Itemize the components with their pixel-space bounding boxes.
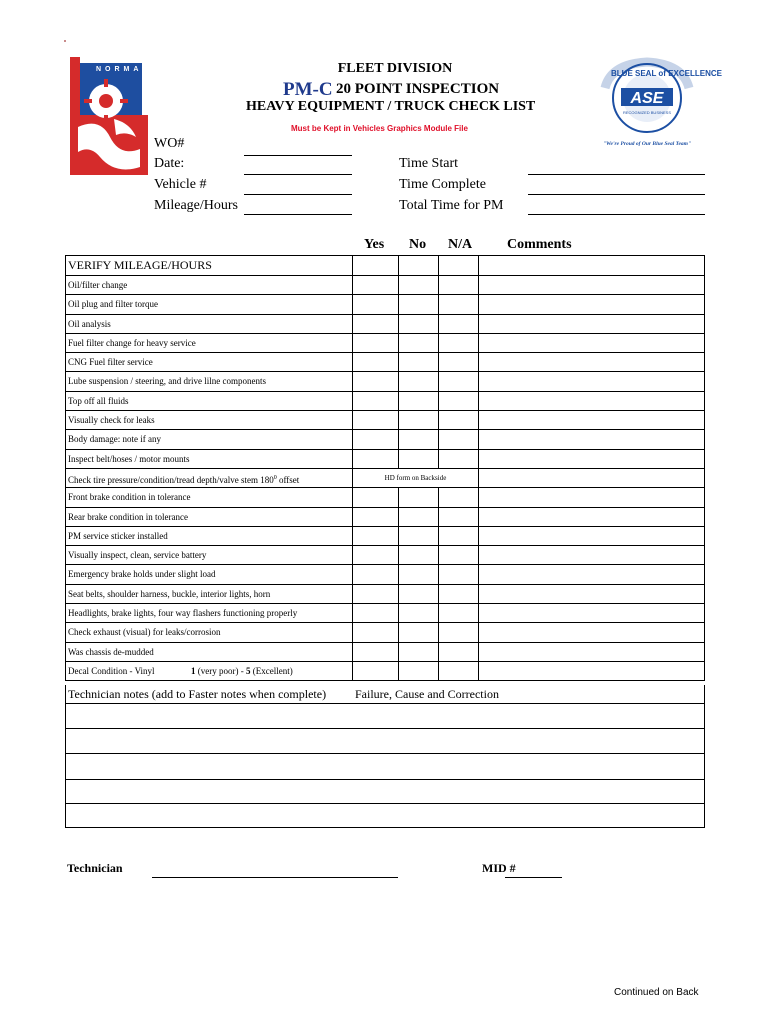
yes-cell[interactable]: [353, 565, 399, 583]
ase-blue-seal-logo: [591, 58, 722, 153]
table-row: [66, 526, 704, 545]
notes-line[interactable]: [66, 803, 704, 804]
mileage-label: Mileage/Hours: [154, 198, 238, 213]
comments-cell[interactable]: [479, 643, 704, 661]
yes-cell[interactable]: [353, 372, 399, 390]
table-row: [66, 275, 704, 294]
stray-mark: [64, 40, 66, 42]
no-cell[interactable]: [399, 295, 439, 313]
total-time-field[interactable]: [528, 214, 705, 215]
table-row: [66, 352, 704, 371]
yes-cell[interactable]: [353, 527, 399, 545]
no-cell[interactable]: [399, 662, 439, 680]
yes-cell[interactable]: [353, 276, 399, 294]
yes-cell[interactable]: [353, 604, 399, 622]
notes-line[interactable]: [66, 728, 704, 729]
item-label: PM service sticker installed: [66, 527, 353, 545]
tire-label-text: Check tire pressure/condition/tread depth/valve stem 180: [68, 474, 274, 485]
na-cell[interactable]: [439, 392, 479, 410]
table-row: [66, 429, 704, 448]
table-row: [66, 449, 704, 468]
item-label: VERIFY MILEAGE/HOURS: [66, 256, 353, 275]
date-label: Date:: [154, 156, 185, 171]
na-cell[interactable]: [439, 315, 479, 333]
table-row: [66, 468, 704, 487]
comments-cell[interactable]: [479, 488, 704, 506]
time-complete-field[interactable]: [528, 194, 705, 195]
notes-section: [65, 685, 705, 828]
comments-cell[interactable]: [479, 508, 704, 526]
failure-cause-label: Failure, Cause and Correction: [355, 687, 499, 701]
notes-line[interactable]: [66, 703, 704, 704]
table-row: [66, 391, 704, 410]
table-row: [66, 622, 704, 641]
na-cell[interactable]: [439, 546, 479, 564]
tire-label-suffix: offset: [276, 474, 300, 485]
na-cell[interactable]: [439, 334, 479, 352]
yes-cell[interactable]: [353, 392, 399, 410]
decal-low-text: (very poor) -: [195, 665, 246, 676]
yes-cell[interactable]: [353, 546, 399, 564]
item-label: Oil plug and filter torque: [66, 295, 353, 313]
time-start-label: Time Start: [399, 156, 458, 171]
yes-cell[interactable]: [353, 334, 399, 352]
na-cell[interactable]: [439, 450, 479, 468]
table-row: [66, 507, 704, 526]
item-label: Rear brake condition in tolerance: [66, 508, 353, 526]
no-cell[interactable]: [399, 450, 439, 468]
decal-scale: [191, 662, 293, 680]
col-comments: Comments: [507, 237, 572, 252]
table-row: [66, 584, 704, 603]
item-label: Lube suspension / steering, and drive lilne components: [66, 372, 353, 390]
na-cell[interactable]: [439, 623, 479, 641]
item-label: Check exhaust (visual) for leaks/corrosion: [66, 623, 353, 641]
na-cell[interactable]: [439, 430, 479, 448]
yes-cell[interactable]: [353, 662, 399, 680]
yes-cell[interactable]: [353, 295, 399, 313]
time-start-field[interactable]: [528, 174, 705, 175]
table-row: [66, 256, 704, 275]
technician-label: Technician: [67, 861, 123, 875]
mid-label: MID #: [482, 861, 516, 875]
item-label: Oil/filter change: [66, 276, 353, 294]
notes-line[interactable]: [66, 753, 704, 754]
na-cell[interactable]: [439, 662, 479, 680]
item-label: Front brake condition in tolerance: [66, 488, 353, 506]
item-label: Seat belts, shoulder harness, buckle, interior lights, horn: [66, 585, 353, 603]
inspection-title: 20 POINT INSPECTION: [336, 81, 500, 97]
no-cell[interactable]: [399, 508, 439, 526]
yes-cell[interactable]: [353, 353, 399, 371]
no-cell[interactable]: [399, 353, 439, 371]
no-cell[interactable]: [399, 430, 439, 448]
table-row: [66, 333, 704, 352]
no-cell[interactable]: [399, 372, 439, 390]
col-yes: Yes: [364, 237, 385, 252]
item-label-decal: [66, 662, 353, 680]
wo-field[interactable]: [244, 155, 352, 156]
table-row: [66, 661, 704, 680]
no-cell[interactable]: [399, 527, 439, 545]
col-no: No: [409, 237, 427, 252]
item-label: Visually inspect, clean, service battery: [66, 546, 353, 564]
item-label: Body damage: note if any: [66, 430, 353, 448]
total-time-label: Total Time for PM: [399, 198, 504, 213]
comments-cell[interactable]: [479, 585, 704, 603]
comments-cell[interactable]: [479, 623, 704, 641]
item-label: CNG Fuel filter service: [66, 353, 353, 371]
hd-form-note: HD form on Backside: [353, 469, 479, 487]
na-cell[interactable]: [439, 508, 479, 526]
comments-cell[interactable]: [479, 276, 704, 294]
vehicle-label: Vehicle #: [154, 177, 207, 192]
checklist-subtitle: HEAVY EQUIPMENT / TRUCK CHECK LIST: [246, 99, 536, 114]
notice-text: Must be Kept in Vehicles Graphics Module File: [291, 124, 468, 133]
yes-cell[interactable]: [353, 585, 399, 603]
table-row: [66, 410, 704, 429]
no-cell[interactable]: [399, 276, 439, 294]
table-row: [66, 642, 704, 661]
ase-seal-text: BLUE SEAL of EXCELLENCE: [611, 69, 722, 78]
yes-cell[interactable]: [353, 488, 399, 506]
comments-cell[interactable]: [479, 295, 704, 313]
decal-high-text: (Excellent): [250, 665, 293, 676]
comments-cell[interactable]: [479, 353, 704, 371]
comments-cell[interactable]: [479, 411, 704, 429]
wo-label: WO#: [154, 136, 185, 151]
na-cell[interactable]: [439, 527, 479, 545]
na-cell[interactable]: [439, 353, 479, 371]
checklist-table: [65, 255, 705, 681]
na-cell[interactable]: [439, 295, 479, 313]
na-cell[interactable]: [439, 643, 479, 661]
mid-field[interactable]: [505, 877, 562, 878]
comments-cell[interactable]: [479, 315, 704, 333]
na-cell[interactable]: [439, 565, 479, 583]
table-row: [66, 487, 704, 506]
ase-recognized-text: RECOGNIZED BUSINESS: [622, 110, 672, 115]
decal-label: Decal Condition - Vinyl: [68, 665, 155, 676]
notes-line[interactable]: [66, 779, 704, 780]
no-cell[interactable]: [399, 411, 439, 429]
na-cell[interactable]: [439, 256, 479, 275]
table-row: [66, 294, 704, 313]
technician-signature-field[interactable]: [152, 877, 398, 878]
comments-cell[interactable]: [479, 604, 704, 622]
technician-notes-label: Technician notes (add to Faster notes when complete): [68, 687, 327, 701]
degree-superscript: 0: [273, 474, 277, 481]
yes-cell[interactable]: [353, 256, 399, 275]
comments-cell[interactable]: [479, 527, 704, 545]
na-cell[interactable]: [439, 585, 479, 603]
comments-cell[interactable]: [479, 372, 704, 390]
na-cell[interactable]: [439, 604, 479, 622]
no-cell[interactable]: [399, 565, 439, 583]
yes-cell[interactable]: [353, 623, 399, 641]
yes-cell[interactable]: [353, 450, 399, 468]
no-cell[interactable]: [399, 604, 439, 622]
item-label: Inspect belt/hoses / motor mounts: [66, 450, 353, 468]
item-label: Fuel filter change for heavy service: [66, 334, 353, 352]
na-cell[interactable]: [439, 488, 479, 506]
decal-low-num: 1: [191, 665, 196, 676]
item-label: Visually check for leaks: [66, 411, 353, 429]
comments-cell[interactable]: [479, 392, 704, 410]
no-cell[interactable]: [399, 392, 439, 410]
no-cell[interactable]: [399, 546, 439, 564]
yes-cell[interactable]: [353, 430, 399, 448]
na-cell[interactable]: [439, 276, 479, 294]
na-cell[interactable]: [439, 411, 479, 429]
date-field[interactable]: [244, 174, 352, 175]
comments-cell[interactable]: [479, 565, 704, 583]
no-cell[interactable]: [399, 585, 439, 603]
no-cell[interactable]: [399, 315, 439, 333]
yes-cell[interactable]: [353, 508, 399, 526]
table-row: [66, 314, 704, 333]
norman-logo: [70, 57, 152, 175]
item-label: Emergency brake holds under slight load: [66, 565, 353, 583]
yes-cell[interactable]: [353, 315, 399, 333]
no-cell[interactable]: [399, 623, 439, 641]
form-code: PM-C: [283, 79, 333, 100]
comments-cell[interactable]: [479, 546, 704, 564]
vehicle-field[interactable]: [244, 194, 352, 195]
table-row: [66, 564, 704, 583]
item-label: Top off all fluids: [66, 392, 353, 410]
comments-cell[interactable]: [479, 450, 704, 468]
ase-tagline: "We're Proud of Our Blue Seal Team": [603, 141, 691, 147]
time-complete-label: Time Complete: [399, 177, 486, 192]
division-title: FLEET DIVISION: [337, 61, 453, 76]
comments-cell[interactable]: [479, 334, 704, 352]
col-na: N/A: [448, 237, 473, 252]
norman-logo-text: NORMAN: [96, 66, 152, 73]
decal-high-num: 5: [245, 665, 251, 676]
comments-cell[interactable]: [479, 430, 704, 448]
table-row: [66, 371, 704, 390]
no-cell[interactable]: [399, 256, 439, 275]
item-label-tire: [66, 469, 353, 487]
no-cell[interactable]: [399, 488, 439, 506]
no-cell[interactable]: [399, 643, 439, 661]
item-label: Was chassis de-mudded: [66, 643, 353, 661]
comments-cell[interactable]: [479, 256, 704, 275]
continued-on-back: Continued on Back: [614, 987, 699, 998]
ase-logo-text: ASE: [630, 90, 664, 107]
table-row: [66, 545, 704, 564]
yes-cell[interactable]: [353, 643, 399, 661]
yes-cell[interactable]: [353, 411, 399, 429]
na-cell[interactable]: [439, 372, 479, 390]
no-cell[interactable]: [399, 334, 439, 352]
mileage-field[interactable]: [244, 214, 352, 215]
comments-cell[interactable]: [479, 662, 704, 680]
item-label: Oil analysis: [66, 315, 353, 333]
table-row: [66, 603, 704, 622]
comments-cell[interactable]: [479, 469, 704, 487]
item-label: Headlights, brake lights, four way flashers functioning properly: [66, 604, 353, 622]
